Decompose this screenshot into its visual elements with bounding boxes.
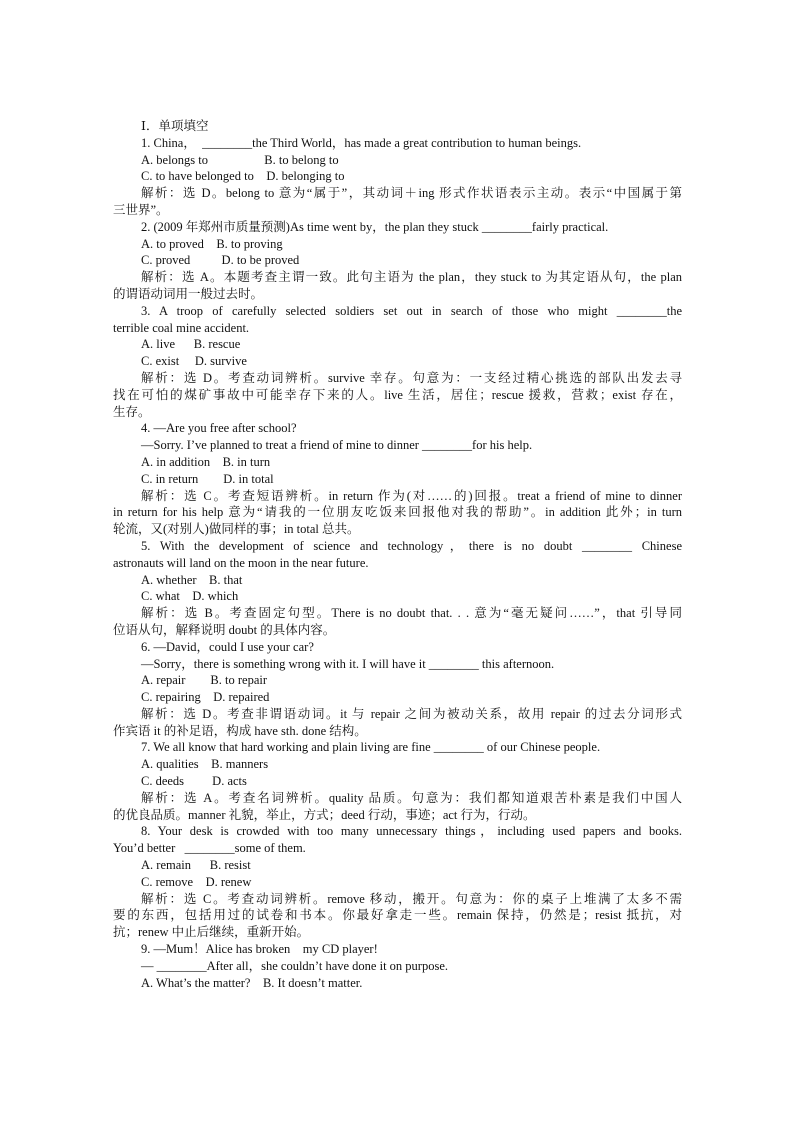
text-line: A. in addition B. in turn	[141, 454, 271, 469]
text-line: 解析：选 C。考查动词辨析。remove 移动，搬开。句意为：你的桌子上堆满了太多不需	[141, 891, 682, 906]
text-line: C. repairing D. repaired	[141, 690, 270, 705]
document-page	[113, 118, 682, 991]
text-line: 解析：选 D。考查动词辨析。survive 幸存。句意为：一支经过精心挑选的部队出发去寻	[141, 370, 682, 385]
text-line: C. what D. which	[141, 589, 239, 604]
text-line: 解析：选 B。考查固定句型。There is no doubt that. . . 意为“毫无疑问……”，that 引导同	[141, 606, 682, 621]
text-line: 解析：选 A。考查名词辨析。quality 品质。句意为：我们都知道艰苦朴素是我们中国人	[141, 790, 682, 805]
text-line: C. proved D. to be proved	[141, 253, 300, 268]
text-line: 3. A troop of carefully selected soldiers set out in search of those who might ________the	[141, 303, 682, 318]
text-line: A. repair B. to repair	[141, 673, 268, 688]
text-line: 1. China， ________the Third World，has made a great contribution to human beings.	[141, 135, 582, 150]
text-line: 生存。	[113, 404, 151, 419]
document-body	[113, 135, 682, 992]
text-line: 7. We all know that hard working and plain living are fine ________ of our Chinese people.	[141, 740, 601, 755]
text-line: —Sorry. I’ve planned to treat a friend of mine to dinner ________for his help.	[141, 438, 533, 453]
text-line: 解析：选 D。考查非谓语动词。it 与 repair 之间为被动关系，故用 repair 的过去分词形式	[141, 706, 682, 721]
section-title: Ⅰ．单项填空	[141, 119, 209, 133]
text-line: — ________After all，she couldn’t have done it on purpose.	[141, 958, 449, 973]
text-line: astronauts will land on the moon in the near future.	[113, 555, 369, 570]
text-line: 抗；renew 中止后继续，重新开始。	[113, 925, 310, 940]
text-line: A. What’s the matter? B. It doesn’t matter.	[141, 975, 363, 990]
text-line: C. in return D. in total	[141, 471, 274, 486]
text-line: A. whether B. that	[141, 572, 243, 587]
text-line: 2. (2009 年郑州市质量预测)As time went by，the plan they stuck ________fairly practical.	[141, 219, 609, 234]
text-line: C. remove D. renew	[141, 874, 252, 889]
text-line: —Sorry，there is something wrong with it. I will have it ________ this afternoon.	[141, 656, 555, 671]
text-line: 轮流，又(对别人)做同样的事；in total 总共。	[113, 522, 360, 537]
text-line: 要的东西，包括用过的试卷和书本。你最好拿走一些。remain 保持，仍然是；resist 抵抗，对	[113, 908, 682, 923]
text-line: A. remain B. resist	[141, 858, 251, 873]
text-line: A. qualities B. manners	[141, 757, 269, 772]
text-line: 作宾语 it 的补足语，构成 have sth. done 结构。	[113, 723, 367, 738]
text-line: 位语从句，解释说明 doubt 的具体内容。	[113, 622, 336, 637]
text-line: C. deeds D. acts	[141, 774, 247, 789]
text-line: 找在可怕的煤矿事故中可能幸存下来的人。live 生活，居住；rescue 援救，营救；exist 存在，	[113, 387, 682, 402]
text-line: You’d better ________some of them.	[113, 841, 306, 856]
text-line: 5. With the development of science and technology，there is no doubt ________ Chinese	[141, 538, 682, 553]
text-line: 9. —Mum！Alice has broken my CD player!	[141, 942, 378, 957]
text-line: 的谓语动词用一般过去时。	[113, 286, 264, 301]
text-line: A. live B. rescue	[141, 337, 241, 352]
text-line: 解析：选 C。考查短语辨析。in return 作为(对……的)回报。treat a friend of mine to dinner	[141, 488, 682, 503]
text-line: 三世界”。	[113, 202, 169, 217]
text-line: 解析：选 D。belong to 意为“属于”，其动词＋ing 形式作状语表示主动。表示“中国属于第	[141, 186, 682, 201]
text-line: C. exist D. survive	[141, 354, 247, 369]
text-line: in return for his help 意为“请我的一位朋友吃饭来回报他对我的帮助”。in addition 此外；in turn	[113, 505, 682, 520]
text-line: C. to have belonged to D. belonging to	[141, 169, 345, 184]
text-line: terrible coal mine accident.	[113, 320, 250, 335]
text-line: A. to proved B. to proving	[141, 236, 283, 251]
text-line: 8. Your desk is crowded with too many unnecessary things，including used papers and books.	[141, 824, 682, 839]
text-line: 解析：选 A。本题考查主谓一致。此句主语为 the plan，they stuck to 为其定语从句，the plan	[141, 270, 682, 285]
text-line: 4. —Are you free after school?	[141, 421, 297, 436]
text-line: A. belongs to B. to belong to	[141, 152, 339, 167]
text-line: 的优良品质。manner 礼貌，举止，方式；deed 行动，事迹；act 行为，行动。	[113, 807, 536, 822]
text-line: 6. —David，could I use your car?	[141, 639, 314, 654]
